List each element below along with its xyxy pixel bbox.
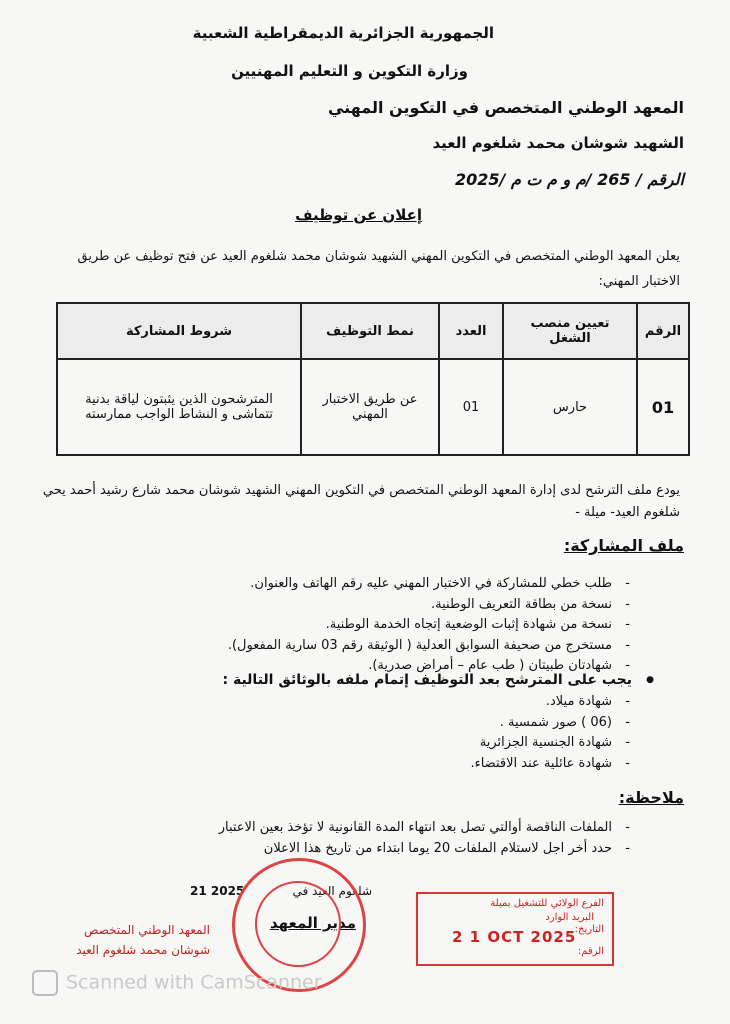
table-header-row	[57, 303, 689, 359]
list-item: - شهادة ميلاد.	[470, 692, 634, 713]
cell-conditions: المترشحون الذين يثبتون لياقة بدنية تتماشى و النشاط الواجب ممارسته	[57, 359, 301, 455]
file-section-title: ملف المشاركة:	[563, 536, 684, 555]
reference-number: الرقم / 265 /م و م ت م /2025	[455, 170, 684, 189]
notes-list	[219, 818, 634, 859]
page-title: إعلان عن توظيف	[295, 206, 422, 224]
seal-line: المعهد الوطني المتخصص	[84, 923, 210, 937]
cell-count: 01	[439, 359, 503, 455]
cell-number: 01	[637, 359, 689, 455]
list-item: - حدد أخر اجل لاستلام الملفات 20 يوما ابتداء من تاريخ هذا الاعلان	[219, 839, 634, 860]
cell-mode: عن طريق الاختبار المهني	[301, 359, 439, 455]
camscanner-icon	[32, 970, 58, 996]
signature-date: 21 2025	[190, 884, 245, 898]
martyr-header: الشهيد شوشان محمد شلغوم العيد	[432, 134, 684, 152]
required-documents-list	[228, 574, 634, 677]
list-item: - (06 ) صور شمسية .	[470, 713, 634, 734]
list-item: - شهادتان طبيتان ( طب عام – أمراض صدرية).	[228, 656, 634, 677]
institute-header: المعهد الوطني المتخصص في التكوين المهني	[327, 98, 684, 117]
deposit-paragraph: يودع ملف الترشح لدى إدارة المعهد الوطني المتخصص في التكوين المهني الشهيد شوشان محمد شارع رشيد أحمد يحي شلغوم العيد- ميلة -	[42, 483, 680, 520]
ministry-header: وزارة التكوين و التعليم المهنيين	[231, 62, 468, 80]
institute-seal	[40, 920, 210, 960]
watermark-text: Scanned with CamScanner	[66, 971, 322, 994]
republic-header: الجمهورية الجزائرية الديمقراطية الشعبية	[192, 24, 494, 42]
stamp-date: 2 1 OCT 2025	[452, 928, 577, 946]
list-item: - نسخة من شهادة إثبات الوضعية إتجاه الخدمة الوطنية.	[228, 615, 634, 636]
column-header-mode: نمط التوظيف	[301, 303, 439, 359]
list-item: - طلب خطي للمشاركة في الاختبار المهني عليه رقم الهاتف والعنوان.	[228, 574, 634, 595]
cell-position: حارس	[503, 359, 637, 455]
seal-line: شوشان محمد شلغوم العيد	[76, 943, 210, 957]
received-stamp	[416, 892, 614, 966]
scanner-watermark	[32, 970, 322, 996]
column-header-position: تعيين منصب الشغل	[503, 303, 637, 359]
list-item: - مستخرج من صحيفة السوابق العدلية ( الوثيقة رقم 03 سارية المفعول).	[228, 636, 634, 657]
director-title: مدير المعهد	[269, 914, 356, 932]
after-hiring-title: ● يجب على المترشح بعد التوظيف إتمام ملفه بالوثائق التالية :	[223, 672, 633, 688]
list-item: - شهادة الجنسية الجزائرية	[470, 733, 634, 754]
column-header-conditions: شروط المشاركة	[57, 303, 301, 359]
stamp-line: البريد الوارد	[545, 912, 594, 923]
signature-place: شلغوم العيد في	[292, 884, 372, 898]
table-row	[57, 359, 689, 455]
stamp-line: الفرع الولائي للتشغيل بميلة	[490, 898, 604, 909]
stamp-line: الرقم:	[577, 946, 604, 957]
notes-title: ملاحظة:	[618, 788, 684, 807]
after-hiring-list	[470, 692, 634, 774]
list-item: - الملفات الناقصة أوالتي تصل بعد انتهاء المدة القانونية لا تؤخذ بعين الاعتبار	[219, 818, 634, 839]
intro-paragraph: يعلن المعهد الوطني المتخصص في التكوين المهني الشهيد شوشان محمد شلغوم العيد عن فتح توظيف عن طريق الاختبار المهني:	[77, 249, 680, 289]
jobs-table	[56, 302, 690, 456]
stamp-line: التاريخ:	[574, 924, 604, 935]
list-item: - شهادة عائلية عند الاقتضاء.	[470, 754, 634, 775]
list-item: - نسخة من بطاقة التعريف الوطنية.	[228, 595, 634, 616]
column-header-number: الرقم	[637, 303, 689, 359]
column-header-count: العدد	[439, 303, 503, 359]
